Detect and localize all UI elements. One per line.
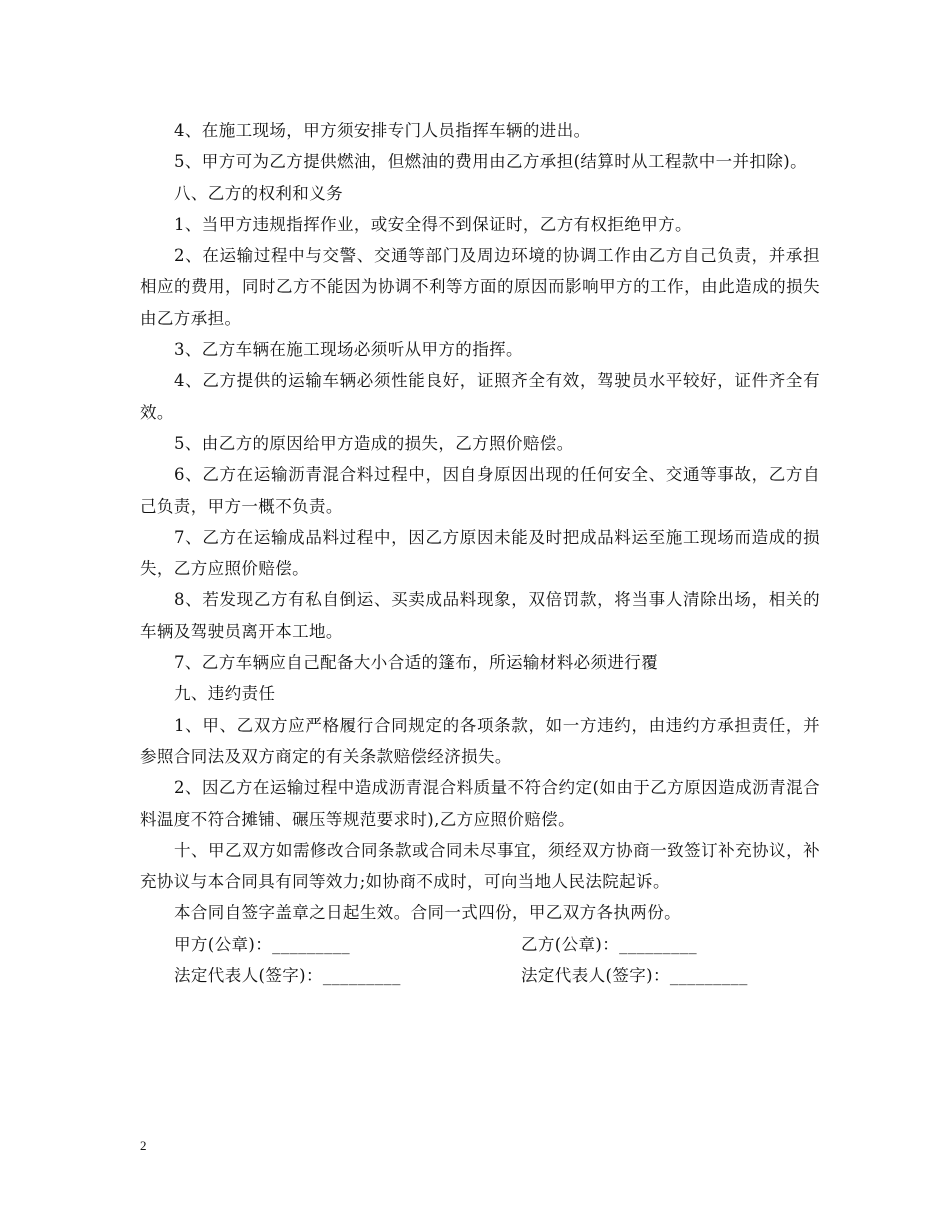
contract-body — [140, 115, 820, 991]
clause-8-5: 5、由乙方的原因给甲方造成的损失，乙方照价赔偿。 — [174, 433, 574, 453]
clause-8-4: 4、乙方提供的运输车辆必须性能良好，证照齐全有效，驾驶员水平较好，证件齐全有效。 — [140, 371, 820, 422]
clause-7-4: 4、在施工现场，甲方须安排专门人员指挥车辆的进出。 — [174, 121, 591, 140]
effective-clause: 本合同自签字盖章之日起生效。合同一式四份，甲乙双方各执两份。 — [174, 903, 681, 923]
party-a-representative-line: 法定代表人(签字)：_________ — [174, 966, 401, 986]
signature-row-seal — [140, 929, 820, 960]
party-b-representative-line: 法定代表人(签字)：_________ — [521, 966, 748, 986]
clause-8-8: 8、若发现乙方有私自倒运、买卖成品料现象，双倍罚款，将当事人清除出场，相关的车辆及驾驶员离开本工地。 — [140, 590, 820, 641]
section-heading-8: 八、乙方的权利和义务 — [174, 183, 343, 203]
party-b-seal-line: 乙方(公章)：_________ — [521, 934, 698, 954]
clause-9-1: 1、甲、乙双方应严格履行合同规定的各项条款，如一方违约，由违约方承担责任，并参照合同法及双方商定的有关条款赔偿经济损失。 — [140, 715, 820, 766]
clause-8-6: 6、乙方在运输沥青混合料过程中，因自身原因出现的任何安全、交通等事故，乙方自己负责，甲方一概不负责。 — [140, 465, 820, 516]
section-10: 十、甲乙双方如需修改合同条款或合同未尽事宜，须经双方协商一致签订补充协议，补充协议与本合同具有同等效力;如协商不成时，可向当地人民法院起诉。 — [140, 840, 820, 892]
clause-8-1: 1、当甲方违规指挥作业，或安全得不到保证时，乙方有权拒绝甲方。 — [174, 214, 692, 234]
clause-8-2: 2、在运输过程中与交警、交通等部门及周边环境的协调工作由乙方自己负责，并承担相应的费用，同时乙方不能因为协调不利等方面的原因而影响甲方的工作，由此造成的损失由乙方承担。 — [140, 246, 820, 328]
clause-7-5: 5、甲方可为乙方提供燃油，但燃油的费用由乙方承担(结算时从工程款中一并扣除)。 — [174, 152, 807, 172]
clause-8-3: 3、乙方车辆在施工现场必须听从甲方的指挥。 — [174, 340, 523, 360]
clause-8-7b: 7、乙方车辆应自己配备大小合适的篷布，所运输材料必须进行覆 — [174, 653, 659, 673]
party-a-seal-line: 甲方(公章)：_________ — [174, 934, 351, 954]
section-heading-9: 九、违约责任 — [174, 684, 276, 704]
clause-9-2: 2、因乙方在运输过程中造成沥青混合料质量不符合约定(如由于乙方原因造成沥青混合料温度不符合摊铺、碾压等规范要求时),乙方应照价赔偿。 — [140, 778, 820, 829]
clause-8-7: 7、乙方在运输成品料过程中，因乙方原因未能及时把成品料运至施工现场而造成的损失，乙方应照价赔偿。 — [140, 527, 820, 579]
page-number: 2 — [140, 1138, 147, 1153]
signature-row-representative — [140, 960, 820, 991]
